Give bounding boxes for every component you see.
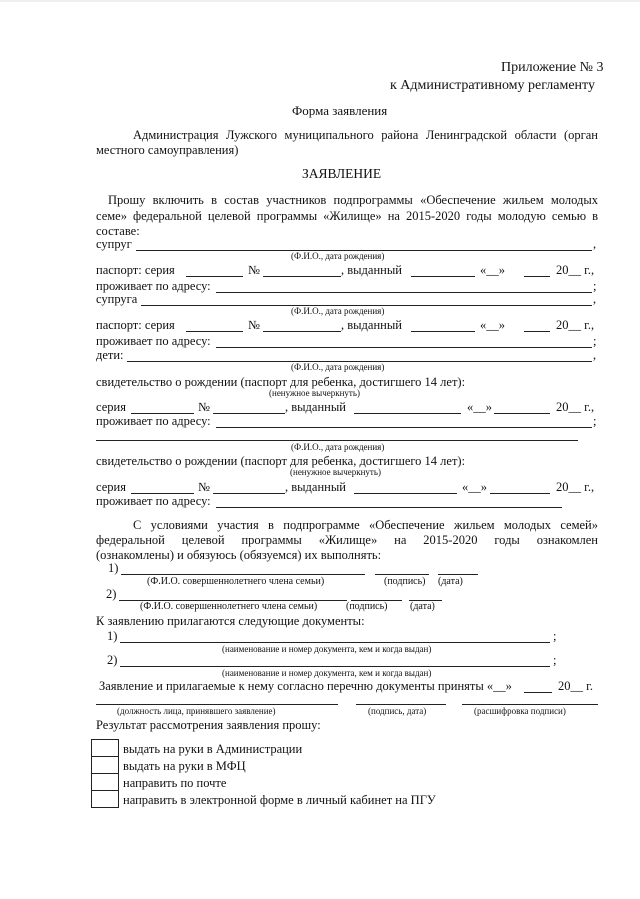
signatory1-signature-field[interactable] [375, 574, 429, 575]
signature-caption: (подпись) [384, 576, 426, 587]
punctuation: , [593, 237, 597, 251]
husband-passport-series-field[interactable] [186, 276, 243, 277]
appendix-number: Приложение № 3 [501, 60, 604, 75]
signatory1-date-field[interactable] [438, 574, 478, 575]
children-label: дети: [96, 348, 124, 362]
husband-passport-month-field[interactable] [524, 276, 550, 277]
addressee-line-1: Администрация Лужского муниципального района Ленинградской области (орган [133, 128, 598, 142]
conditions-line-1: С условиями участия в подпрограмме «Обеспечение жильем молодых семей» [133, 518, 598, 532]
day-field[interactable]: «__» [462, 480, 487, 494]
attachment2-field[interactable] [120, 666, 550, 667]
decode-caption: (расшифровка подписи) [474, 706, 566, 716]
punctuation: ; [593, 414, 597, 428]
result-option-label: направить в электронной форме в личный кабинет на ПГУ [123, 793, 436, 807]
wife-label: супруга [96, 292, 138, 306]
punctuation: ; [593, 279, 597, 293]
day-field[interactable]: «__» [467, 400, 492, 414]
intro-line-1: Прошу включить в состав участников подпрограммы «Обеспечение жильем молодых [108, 193, 598, 207]
punctuation: ; [593, 334, 597, 348]
fio-dob-caption: (Ф.И.О., дата рождения) [291, 442, 385, 452]
acceptance-month-field[interactable] [524, 692, 552, 693]
official-decode-field[interactable] [462, 704, 598, 705]
result-intro: Результат рассмотрения заявления прошу: [96, 718, 321, 732]
punctuation: , [593, 292, 597, 306]
fio-dob-caption: (Ф.И.О., дата рождения) [291, 251, 385, 261]
child2-address-field[interactable] [216, 507, 562, 508]
signature-caption: (подпись) [346, 601, 388, 612]
regulation-reference: к Административному регламенту [390, 78, 595, 93]
intro-line-3: составе: [96, 224, 140, 238]
number-sign: № [248, 263, 260, 277]
result-option-checkbox[interactable] [91, 739, 119, 756]
acceptance-year: 20__ г. [558, 679, 593, 693]
strike-unneeded-caption: (ненужное вычеркнуть) [269, 388, 360, 398]
result-option-checkbox[interactable] [91, 790, 119, 808]
punctuation: ; [553, 629, 557, 643]
official-position-field[interactable] [96, 704, 338, 705]
fio-dob-caption: (Ф.И.О., дата рождения) [291, 362, 385, 372]
strike-unneeded-caption: (ненужное вычеркнуть) [290, 467, 381, 477]
number-sign: № [198, 480, 210, 494]
attachment-number: 2) [107, 653, 118, 667]
day-field[interactable]: «__» [480, 318, 505, 332]
child1-address-field[interactable] [216, 427, 592, 428]
wife-passport-month-field[interactable] [524, 331, 550, 332]
fio-adult-caption: (Ф.И.О. совершеннолетнего члена семьи) [140, 601, 318, 612]
result-option-checkbox[interactable] [91, 756, 119, 773]
husband-passport-issuer-field[interactable] [411, 276, 475, 277]
result-option-label: выдать на руки в Администрации [123, 742, 303, 756]
year-label: 20__ г., [556, 318, 595, 332]
child1-issuer-field[interactable] [354, 413, 461, 414]
lives-at-label: проживает по адресу: [96, 334, 211, 348]
document-caption: (наименование и номер документа, кем и когда выдан) [222, 668, 432, 678]
signatory-number: 2) [106, 587, 117, 601]
fio-dob-caption: (Ф.И.О., дата рождения) [291, 306, 385, 316]
scan-edge [0, 0, 640, 2]
form-title: Форма заявления [292, 103, 388, 118]
passport-series-label: паспорт: серия [96, 263, 175, 277]
lives-at-label: проживает по адресу: [96, 414, 211, 428]
passport-series-label: паспорт: серия [96, 318, 175, 332]
wife-passport-number-field[interactable] [263, 331, 341, 332]
signatory-number: 1) [108, 561, 119, 575]
husband-label: супруг [96, 237, 132, 251]
punctuation: , [593, 348, 597, 362]
official-signature-field[interactable] [356, 704, 446, 705]
punctuation: ; [553, 653, 557, 667]
child1-number-field[interactable] [213, 413, 285, 414]
child2-month-field[interactable] [490, 493, 550, 494]
year-label: 20__ г., [556, 263, 595, 277]
signatory1-name-field[interactable] [121, 574, 365, 575]
issued-label: , выданный [285, 480, 346, 494]
official-caption: (должность лица, принявшего заявление) [117, 706, 276, 716]
child2-name-field[interactable] [96, 440, 578, 441]
husband-address-field[interactable] [216, 292, 592, 293]
result-option-label: направить по почте [123, 776, 227, 790]
statement-title: ЗАЯВЛЕНИЕ [302, 166, 382, 181]
document-caption: (наименование и номер документа, кем и когда выдан) [222, 644, 432, 654]
date-caption: (дата) [410, 601, 435, 612]
birth-certificate-label: свидетельство о рождении (паспорт для ребенка, достигшего 14 лет): [96, 454, 466, 468]
year-label: 20__ г., [556, 400, 595, 414]
birth-certificate-label: свидетельство о рождении (паспорт для ребенка, достигшего 14 лет): [96, 375, 466, 389]
issued-label: , выданный [341, 318, 402, 332]
fio-adult-caption: (Ф.И.О. совершеннолетнего члена семьи) [147, 576, 325, 587]
child2-number-field[interactable] [213, 493, 285, 494]
wife-passport-issuer-field[interactable] [411, 331, 475, 332]
intro-line-2: семе» федеральной целевой программы «Жилище» на 2015-2020 годы молодую семью в [96, 209, 598, 223]
husband-passport-number-field[interactable] [263, 276, 341, 277]
day-field[interactable]: «__» [480, 263, 505, 277]
attachments-intro: К заявлению прилагаются следующие документы: [96, 614, 365, 628]
sign-date-caption: (подпись, дата) [368, 706, 427, 716]
conditions-line-3: (ознакомлены) и обязуюсь (обязуемся) их выполнять: [96, 548, 382, 562]
date-caption: (дата) [438, 576, 463, 587]
issued-label: , выданный [341, 263, 402, 277]
series-label: серия [96, 400, 126, 414]
acceptance-text: Заявление и прилагаемые к нему согласно перечню документы приняты «__» [99, 679, 512, 693]
lives-at-label: проживает по адресу: [96, 494, 211, 508]
addressee-line-2: местного самоуправления) [96, 143, 239, 157]
issued-label: , выданный [285, 400, 346, 414]
year-label: 20__ г., [556, 480, 595, 494]
conditions-line-2: федеральной целевой программы «Жилище» на 2015-2020 годы ознакомлен [96, 533, 598, 547]
wife-address-field[interactable] [216, 347, 592, 348]
result-option-label: выдать на руки в МФЦ [123, 759, 246, 773]
child1-month-field[interactable] [494, 413, 550, 414]
number-sign: № [248, 318, 260, 332]
child2-issuer-field[interactable] [354, 493, 457, 494]
wife-passport-series-field[interactable] [186, 331, 243, 332]
attachment1-field[interactable] [120, 642, 550, 643]
lives-at-label: проживает по адресу: [96, 279, 211, 293]
attachment-number: 1) [107, 629, 118, 643]
result-option-checkbox[interactable] [91, 773, 119, 790]
number-sign: № [198, 400, 210, 414]
series-label: серия [96, 480, 126, 494]
